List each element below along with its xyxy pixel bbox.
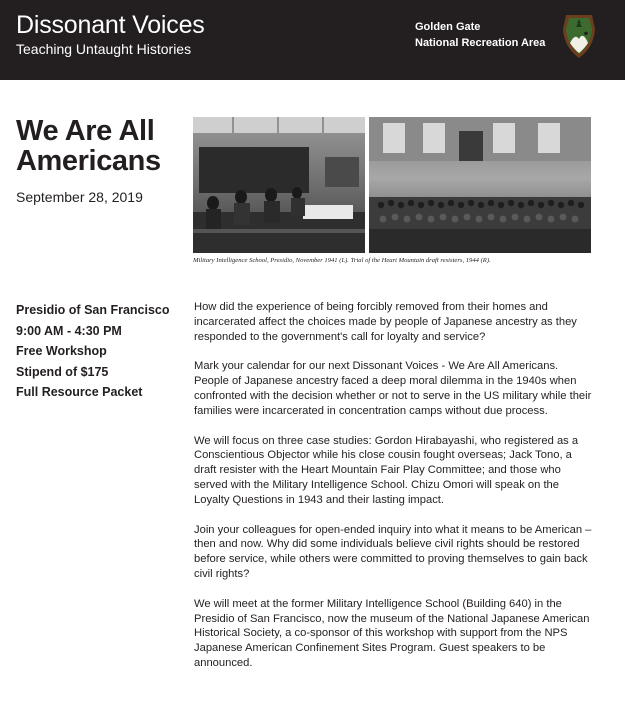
event-title-line1: We Are All: [16, 115, 155, 147]
park-name-line1: Golden Gate: [415, 21, 481, 33]
inquiry-paragraph: Join your colleagues for open-ended inquiry into what it means to be American – then and now. Why did some individuals believe civil rights should be restored before service, while others were committed to proving themselves to gain back civil rights?: [194, 523, 592, 580]
case-studies-paragraph: We will focus on three case studies: Gordon Hirabayashi, who registered as a Conscientious Objector while his close cousin fought overseas; Jack Tono, a draft resister with the Heart Mountain Fair Play Committee; and those who served with the Military Intelligence School. Chizu Omori will speak on the Loyalty Questions in 1943 and their lasting impact.: [194, 434, 579, 506]
header-banner: [0, 0, 625, 80]
historical-photos: [193, 117, 591, 253]
event-description: [194, 300, 594, 686]
program-subtitle: Teaching Untaught Histories: [16, 41, 192, 57]
event-title: [16, 116, 161, 176]
detail-stipend: Stipend of $175: [16, 364, 109, 379]
courtroom-photo: [369, 117, 591, 253]
detail-time: 9:00 AM - 4:30 PM: [16, 323, 122, 338]
description-paragraph: Mark your calendar for our next Dissonant Voices - We Are All Americans. People of Japanese ancestry faced a deep moral dilemma in the 1940s when confronted with the decision whether or not to serve in the US military while their families were incarcerated in concentration camps without due process.: [194, 360, 592, 417]
park-name-line2: National Recreation Area: [415, 37, 546, 49]
event-details: [16, 300, 170, 403]
classroom-photo: [193, 117, 365, 253]
event-title-line2: Americans: [16, 145, 161, 177]
detail-cost: Free Workshop: [16, 344, 107, 358]
program-title: Dissonant Voices: [16, 11, 205, 39]
nps-arrowhead-logo-icon: [561, 13, 597, 59]
photo-caption: Military Intelligence School, Presidio, November 1941 (L). Trial of the Heart Mountain draft resisters, 1944 (R).: [193, 257, 491, 264]
event-date: September 28, 2019: [16, 189, 143, 205]
location-paragraph: We will meet at the former Military Intelligence School (Building 640) in the Presidio of San Francisco, now the museum of the National Japanese American Historical Society, a co-sponsor of this workshop with support from the NPS Japanese American Confinement Sites Program. Guest speakers to be announced.: [194, 597, 590, 669]
intro-question: How did the experience of being forcibly removed from their homes and incarcerated affect the choices made by people of Japanese ancestry as they responded to the government's call for loyalty and service?: [194, 301, 577, 343]
detail-location: Presidio of San Francisco: [16, 303, 170, 317]
park-name: [415, 19, 545, 51]
detail-packet: Full Resource Packet: [16, 385, 143, 399]
